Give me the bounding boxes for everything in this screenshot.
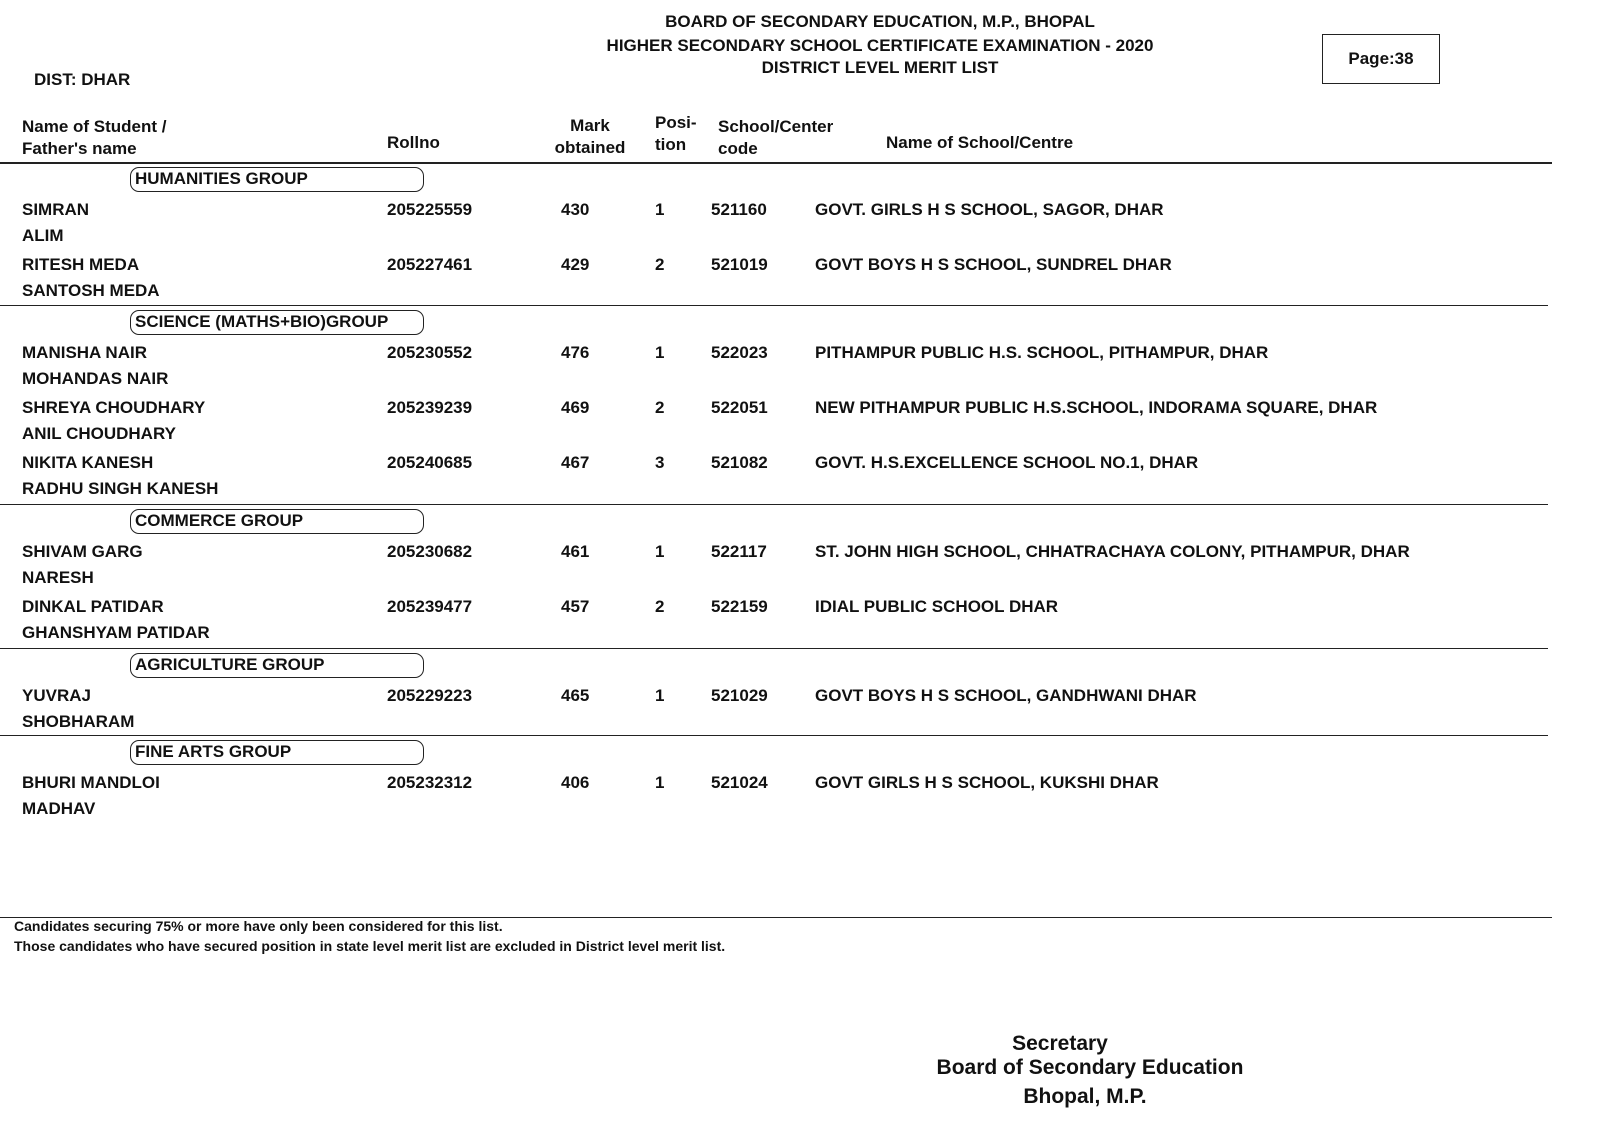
school-code: 522159 [711,597,768,616]
school-code: 521082 [711,453,768,472]
col-mark-line1: Mark [570,116,610,135]
roll-number: 205227461 [387,255,473,274]
student-name: BHURI MANDLOI [22,773,160,792]
group-separator [0,648,1548,649]
col-position-header [655,112,697,156]
school-name: GOVT. GIRLS H S SCHOOL, SAGOR, DHAR [815,200,1164,219]
position: 2 [655,398,665,417]
col-position-line2: tion [655,135,687,154]
father-name: MOHANDAS NAIR [22,369,169,388]
marks-obtained: 469 [561,398,590,417]
col-school-header: Name of School/Centre [886,133,1074,152]
roll-number: 205239477 [387,597,473,616]
col-mark-header [545,115,635,159]
school-name: GOVT BOYS H S SCHOOL, SUNDREL DHAR [815,255,1172,274]
marks-obtained: 467 [561,453,590,472]
group-separator [0,504,1548,505]
marks-obtained: 430 [561,200,590,219]
group-label: HUMANITIES GROUP [130,167,424,192]
marks-obtained: 429 [561,255,590,274]
school-name: ST. JOHN HIGH SCHOOL, CHHATRACHAYA COLONY, PITHAMPUR, DHAR [815,542,1410,561]
roll-number: 205230682 [387,542,473,561]
school-name: GOVT. H.S.EXCELLENCE SCHOOL NO.1, DHAR [815,453,1199,472]
marks-obtained: 476 [561,343,590,362]
district-label: DIST: DHAR [34,70,131,89]
father-name: RADHU SINGH KANESH [22,479,219,498]
student-name: SHREYA CHOUDHARY [22,398,206,417]
school-name: IDIAL PUBLIC SCHOOL DHAR [815,597,1059,616]
header-rule [0,162,1552,164]
position: 1 [655,343,665,362]
marks-obtained: 465 [561,686,590,705]
position: 1 [655,542,665,561]
school-code: 521160 [711,200,767,219]
school-code: 522023 [711,343,768,362]
group-separator [0,735,1548,736]
father-name: GHANSHYAM PATIDAR [22,623,210,642]
student-name: SIMRAN [22,200,90,219]
position: 3 [655,453,665,472]
school-name: GOVT GIRLS H S SCHOOL, KUKSHI DHAR [815,773,1159,792]
signature-board: Board of Secondary Education [936,1056,1244,1079]
col-code-line1: School/Center [718,117,834,136]
student-name: MANISHA NAIR [22,343,147,362]
signature-title: Secretary [1012,1032,1108,1055]
footnote-exclusion: Those candidates who have secured position in state level merit list are excluded in District level merit list. [14,938,726,954]
group-label: COMMERCE GROUP [130,509,424,534]
father-name: ANIL CHOUDHARY [22,424,176,443]
school-code: 522051 [711,398,768,417]
student-name: RITESH MEDA [22,255,140,274]
roll-number: 205229223 [387,686,473,705]
board-title: BOARD OF SECONDARY EDUCATION, M.P., BHOPAL [665,12,1095,31]
group-label: AGRICULTURE GROUP [130,653,424,678]
roll-number: 205230552 [387,343,473,362]
marks-obtained: 461 [561,542,590,561]
page-number: Page:38 [1348,49,1414,68]
school-name: NEW PITHAMPUR PUBLIC H.S.SCHOOL, INDORAMA SQUARE, DHAR [815,398,1378,417]
student-name: YUVRAJ [22,686,91,705]
signature-city: Bhopal, M.P. [1023,1085,1147,1108]
position: 1 [655,686,665,705]
school-name: PITHAMPUR PUBLIC H.S. SCHOOL, PITHAMPUR, DHAR [815,343,1269,362]
col-name-line2: Father's name [22,139,137,158]
father-name: SHOBHARAM [22,712,135,731]
student-name: DINKAL PATIDAR [22,597,164,616]
school-code: 522117 [711,542,767,561]
col-position-line1: Posi- [655,113,697,132]
group-label: SCIENCE (MATHS+BIO)GROUP [130,310,424,335]
school-code: 521029 [711,686,768,705]
col-code-line2: code [718,139,758,158]
group-separator [0,305,1548,306]
marks-obtained: 457 [561,597,590,616]
position: 1 [655,773,665,792]
student-name: NIKITA KANESH [22,453,154,472]
father-name: MADHAV [22,799,96,818]
position: 1 [655,200,665,219]
school-code: 521024 [711,773,768,792]
marks-obtained: 406 [561,773,590,792]
student-name: SHIVAM GARG [22,542,143,561]
roll-number: 205240685 [387,453,473,472]
list-title: DISTRICT LEVEL MERIT LIST [761,58,999,77]
col-name-header [22,116,167,160]
father-name: SANTOSH MEDA [22,281,160,300]
position: 2 [655,597,665,616]
roll-number: 205225559 [387,200,473,219]
col-code-header [718,116,833,160]
school-name: GOVT BOYS H S SCHOOL, GANDHWANI DHAR [815,686,1197,705]
school-code: 521019 [711,255,768,274]
father-name: ALIM [22,226,64,245]
col-rollno-header: Rollno [387,133,440,152]
roll-number: 205232312 [387,773,473,792]
page-number-box [1322,34,1440,84]
col-name-line1: Name of Student / [22,117,167,136]
exam-title: HIGHER SECONDARY SCHOOL CERTIFICATE EXAMINATION - 2020 [606,36,1154,55]
position: 2 [655,255,665,274]
footnote-eligibility: Candidates securing 75% or more have only been considered for this list. [14,918,503,934]
group-label: FINE ARTS GROUP [130,740,424,765]
father-name: NARESH [22,568,94,587]
roll-number: 205239239 [387,398,473,417]
col-mark-line2: obtained [554,138,626,157]
